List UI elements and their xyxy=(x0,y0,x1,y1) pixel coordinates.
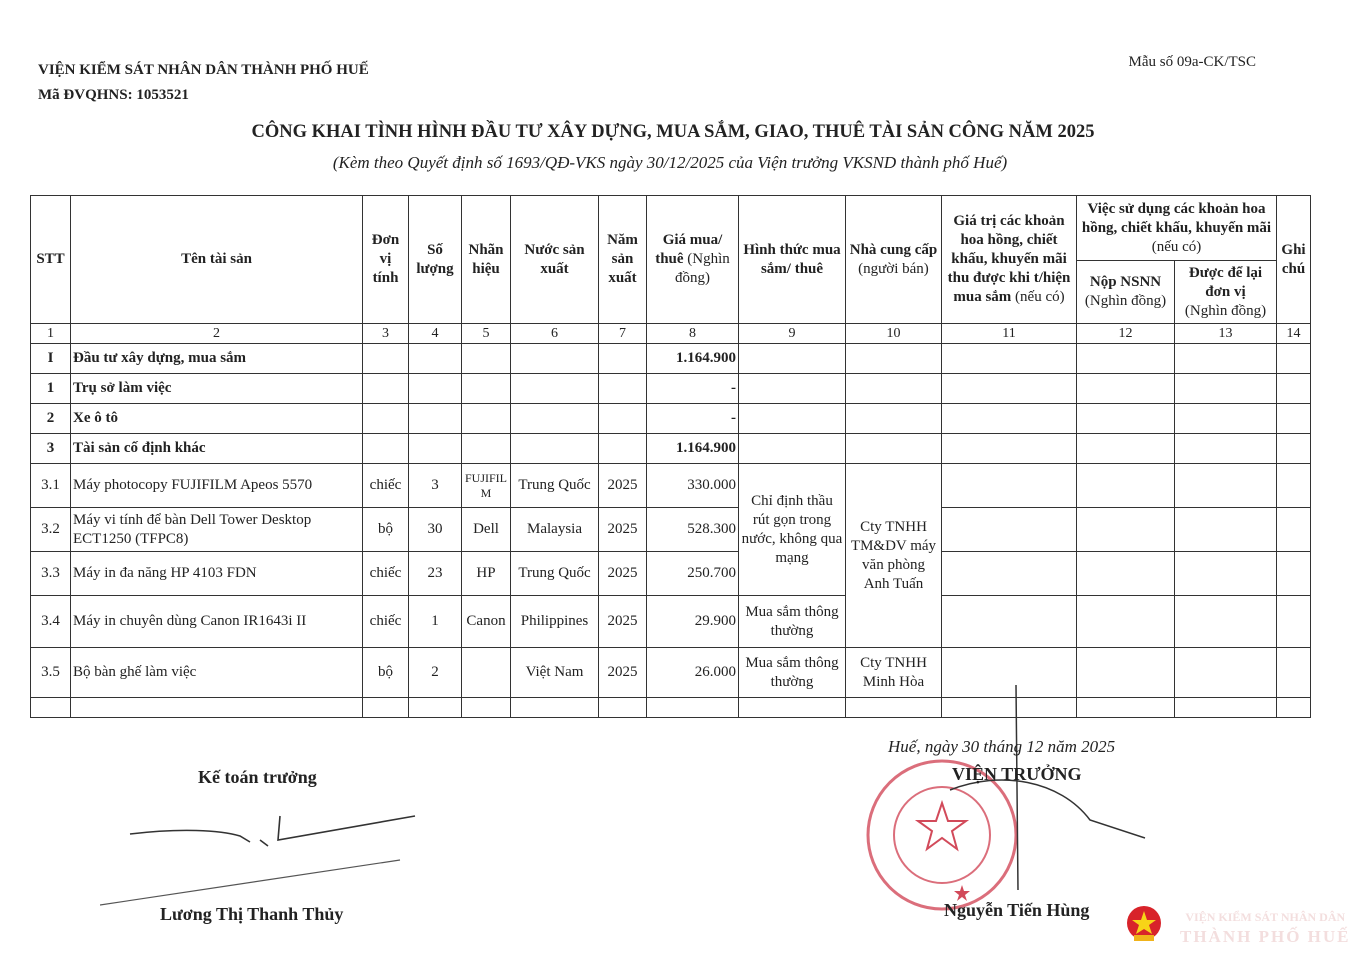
cell-country xyxy=(511,434,599,464)
header-kept-unit: (Nghìn đồng) xyxy=(1184,302,1267,319)
column-number: 2 xyxy=(71,324,363,344)
cell-name: Trụ sở làm việc xyxy=(71,374,363,404)
cell-stt: 1 xyxy=(31,374,71,404)
document-subtitle: (Kèm theo Quyết định số 1693/QĐ-VKS ngày 30/12/2025 của Viện trưởng VKSND thành phố Huế) xyxy=(332,153,1008,172)
cell-price: 29.900 xyxy=(647,596,739,648)
header-commission xyxy=(942,196,1077,324)
cell-method: Mua sắm thông thường xyxy=(739,648,846,698)
cell-stt: 3.4 xyxy=(31,596,71,648)
signature-date: Huế, ngày 30 tháng 12 năm 2025 xyxy=(888,737,1116,756)
cell-note xyxy=(1277,344,1311,374)
header-usage-sub: (nếu có) xyxy=(1151,238,1202,255)
cell-note xyxy=(1277,464,1311,508)
empty-cell xyxy=(1175,698,1277,718)
asset-table xyxy=(30,195,1311,718)
cell-supplier xyxy=(846,374,942,404)
table-row xyxy=(31,404,1311,434)
cell-country: Malaysia xyxy=(511,508,599,552)
header-nsnn-label: Nộp NSNN xyxy=(1089,274,1162,290)
cell-year xyxy=(599,434,647,464)
cell-stt: 2 xyxy=(31,404,71,434)
cell-unit: chiếc xyxy=(363,596,409,648)
cell-kept xyxy=(1175,552,1277,596)
table-row xyxy=(31,374,1311,404)
cell-method xyxy=(739,434,846,464)
column-number: 12 xyxy=(1077,324,1175,344)
accountant-title: Kế toán trưởng xyxy=(198,767,317,787)
column-number: 14 xyxy=(1277,324,1311,344)
column-number: 1 xyxy=(31,324,71,344)
cell-year: 2025 xyxy=(599,552,647,596)
header-supplier-label: Nhà cung cấp xyxy=(849,241,938,258)
empty-cell xyxy=(71,698,363,718)
cell-country: Việt Nam xyxy=(511,648,599,698)
cell-stt: 3.3 xyxy=(31,552,71,596)
cell-nsnn xyxy=(1077,508,1175,552)
cell-year xyxy=(599,344,647,374)
empty-cell xyxy=(599,698,647,718)
header-qty: Số lượng xyxy=(409,196,462,324)
header-commission-label: Giá trị các khoản hoa hồng, chiết khấu, khuyến mãi thu được khi t/hiện mua sắm xyxy=(947,213,1071,305)
national-emblem-icon xyxy=(1124,905,1164,945)
empty-cell xyxy=(846,698,942,718)
cell-qty: 23 xyxy=(409,552,462,596)
header-name: Tên tài sản xyxy=(71,196,363,324)
cell-commission xyxy=(942,596,1077,648)
table-row xyxy=(31,434,1311,464)
cell-nsnn xyxy=(1077,596,1175,648)
cell-unit: chiếc xyxy=(363,552,409,596)
cell-name: Máy in đa năng HP 4103 FDN xyxy=(71,552,363,596)
cell-stt: 3.5 xyxy=(31,648,71,698)
cell-brand: HP xyxy=(462,552,511,596)
cell-qty xyxy=(409,404,462,434)
empty-cell xyxy=(647,698,739,718)
cell-unit: bộ xyxy=(363,648,409,698)
cell-nsnn xyxy=(1077,374,1175,404)
column-number: 7 xyxy=(599,324,647,344)
cell-brand: Canon xyxy=(462,596,511,648)
cell-brand: Dell xyxy=(462,508,511,552)
empty-cell xyxy=(511,698,599,718)
column-number: 11 xyxy=(942,324,1077,344)
cell-unit: bộ xyxy=(363,508,409,552)
column-number: 4 xyxy=(409,324,462,344)
cell-supplier: Cty TNHH TM&DV máy văn phòng Anh Tuấn xyxy=(846,464,942,648)
header-brand: Nhãn hiệu xyxy=(462,196,511,324)
cell-year xyxy=(599,374,647,404)
header-usage-label: Việc sử dụng các khoản hoa hồng, chiết khấu, khuyến mãi xyxy=(1081,200,1272,236)
cell-name: Máy photocopy FUJIFILM Apeos 5570 xyxy=(71,464,363,508)
cell-unit xyxy=(363,404,409,434)
watermark-line1: VIỆN KIỂM SÁT NHÂN DÂN xyxy=(1185,910,1346,924)
empty-cell xyxy=(462,698,511,718)
cell-price: 528.300 xyxy=(647,508,739,552)
cell-supplier: Cty TNHH Minh Hòa xyxy=(846,648,942,698)
accountant-name: Lương Thị Thanh Thủy xyxy=(160,904,344,924)
column-number: 10 xyxy=(846,324,942,344)
header-supplier xyxy=(846,196,942,324)
director-title: VIỆN TRƯỞNG xyxy=(952,764,1082,784)
document-title: CÔNG KHAI TÌNH HÌNH ĐẦU TƯ XÂY DỰNG, MUA SẮM, GIAO, THUÊ TÀI SẢN CÔNG NĂM 2025 xyxy=(251,122,1095,142)
cell-country: Philippines xyxy=(511,596,599,648)
header-kept xyxy=(1175,261,1277,324)
column-number: 6 xyxy=(511,324,599,344)
header-method: Hình thức mua sắm/ thuê xyxy=(739,196,846,324)
org-name: VIỆN KIỂM SÁT NHÂN DÂN THÀNH PHỐ HUẾ xyxy=(38,62,369,78)
cell-commission xyxy=(942,374,1077,404)
cell-brand xyxy=(462,648,511,698)
cell-commission xyxy=(942,344,1077,374)
cell-name: Máy vi tính để bàn Dell Tower Desktop ECT1250 (TFPC8) xyxy=(71,508,363,552)
cell-nsnn xyxy=(1077,344,1175,374)
cell-note xyxy=(1277,508,1311,552)
cell-brand: FUJIFILM xyxy=(462,464,511,508)
cell-name: Tài sản cố định khác xyxy=(71,434,363,464)
cell-note xyxy=(1277,374,1311,404)
cell-note xyxy=(1277,596,1311,648)
watermark-line2: THÀNH PHỐ HUẾ xyxy=(1180,927,1351,946)
cell-name: Máy in chuyên dùng Canon IR1643i II xyxy=(71,596,363,648)
cell-price: 1.164.900 xyxy=(647,434,739,464)
cell-name: Xe ô tô xyxy=(71,404,363,434)
cell-commission xyxy=(942,508,1077,552)
cell-method xyxy=(739,374,846,404)
cell-stt: 3 xyxy=(31,434,71,464)
header-note: Ghi chú xyxy=(1277,196,1311,324)
cell-year: 2025 xyxy=(599,464,647,508)
cell-nsnn xyxy=(1077,552,1175,596)
empty-cell xyxy=(739,698,846,718)
column-number: 5 xyxy=(462,324,511,344)
cell-price: 250.700 xyxy=(647,552,739,596)
cell-unit xyxy=(363,434,409,464)
cell-method: Mua sắm thông thường xyxy=(739,596,846,648)
cell-qty xyxy=(409,374,462,404)
header-supplier-sub: (người bán) xyxy=(858,260,929,277)
cell-supplier xyxy=(846,404,942,434)
accountant-signature xyxy=(100,810,430,910)
table-body xyxy=(31,324,1311,718)
cell-year: 2025 xyxy=(599,508,647,552)
cell-stt: I xyxy=(31,344,71,374)
cell-price: 330.000 xyxy=(647,464,739,508)
column-number-row xyxy=(31,324,1311,344)
cell-brand xyxy=(462,344,511,374)
cell-unit: chiếc xyxy=(363,464,409,508)
cell-brand xyxy=(462,404,511,434)
cell-commission xyxy=(942,552,1077,596)
cell-price: 1.164.900 xyxy=(647,344,739,374)
header-unit: Đơn vị tính xyxy=(363,196,409,324)
director-name: Nguyễn Tiến Hùng xyxy=(944,900,1090,920)
cell-name: Đầu tư xây dựng, mua sắm xyxy=(71,344,363,374)
cell-unit xyxy=(363,374,409,404)
cell-stt: 3.1 xyxy=(31,464,71,508)
cell-stt: 3.2 xyxy=(31,508,71,552)
cell-note xyxy=(1277,552,1311,596)
cell-supplier xyxy=(846,344,942,374)
cell-kept xyxy=(1175,434,1277,464)
cell-kept xyxy=(1175,508,1277,552)
cell-kept xyxy=(1175,374,1277,404)
cell-year xyxy=(599,404,647,434)
cell-unit xyxy=(363,344,409,374)
director-signature xyxy=(940,680,1160,900)
column-number: 8 xyxy=(647,324,739,344)
cell-country: Trung Quốc xyxy=(511,552,599,596)
cell-note xyxy=(1277,648,1311,698)
empty-cell xyxy=(31,698,71,718)
cell-price: - xyxy=(647,374,739,404)
cell-method: Chỉ định thầu rút gọn trong nước, không qua mạng xyxy=(739,464,846,596)
table-row xyxy=(31,508,1311,552)
table-row xyxy=(31,552,1311,596)
cell-brand xyxy=(462,434,511,464)
cell-method xyxy=(739,344,846,374)
cell-method xyxy=(739,404,846,434)
header-year: Năm sản xuất xyxy=(599,196,647,324)
cell-kept xyxy=(1175,464,1277,508)
header-kept-label: Được để lại đơn vị xyxy=(1188,264,1263,300)
empty-cell xyxy=(409,698,462,718)
cell-nsnn xyxy=(1077,464,1175,508)
cell-kept xyxy=(1175,404,1277,434)
empty-cell xyxy=(1277,698,1311,718)
header-nsnn-unit: (Nghìn đồng) xyxy=(1084,293,1167,309)
cell-commission xyxy=(942,404,1077,434)
header-commission-sub: (nếu có) xyxy=(1015,289,1065,305)
header-price-label: Giá mua/ thuê xyxy=(655,232,723,267)
cell-country xyxy=(511,344,599,374)
column-number: 3 xyxy=(363,324,409,344)
cell-year: 2025 xyxy=(599,648,647,698)
cell-price: - xyxy=(647,404,739,434)
cell-price: 26.000 xyxy=(647,648,739,698)
cell-kept xyxy=(1175,344,1277,374)
header-org xyxy=(38,58,369,108)
header-price xyxy=(647,196,739,324)
cell-name: Bộ bàn ghế làm việc xyxy=(71,648,363,698)
cell-kept xyxy=(1175,648,1277,698)
table-row xyxy=(31,596,1311,648)
cell-supplier xyxy=(846,434,942,464)
cell-nsnn xyxy=(1077,434,1175,464)
cell-country: Trung Quốc xyxy=(511,464,599,508)
cell-qty: 30 xyxy=(409,508,462,552)
header-usage xyxy=(1077,196,1277,261)
cell-note xyxy=(1277,434,1311,464)
cell-commission xyxy=(942,434,1077,464)
header-country: Nước sản xuất xyxy=(511,196,599,324)
column-number: 13 xyxy=(1175,324,1277,344)
header-nsnn xyxy=(1077,261,1175,324)
cell-commission xyxy=(942,464,1077,508)
empty-cell xyxy=(363,698,409,718)
org-code: Mã ĐVQHNS: 1053521 xyxy=(38,87,189,103)
cell-brand xyxy=(462,374,511,404)
table-row xyxy=(31,344,1311,374)
cell-nsnn xyxy=(1077,404,1175,434)
cell-qty xyxy=(409,344,462,374)
header-stt: STT xyxy=(31,196,71,324)
form-number: Mẫu số 09a-CK/TSC xyxy=(1128,54,1256,70)
column-number: 9 xyxy=(739,324,846,344)
header-price-unit: (Nghìn đồng) xyxy=(675,251,730,286)
watermark xyxy=(1180,907,1351,947)
table-row xyxy=(31,464,1311,508)
cell-country xyxy=(511,374,599,404)
cell-qty: 3 xyxy=(409,464,462,508)
cell-qty: 1 xyxy=(409,596,462,648)
cell-year: 2025 xyxy=(599,596,647,648)
cell-note xyxy=(1277,404,1311,434)
cell-qty: 2 xyxy=(409,648,462,698)
cell-country xyxy=(511,404,599,434)
cell-kept xyxy=(1175,596,1277,648)
cell-qty xyxy=(409,434,462,464)
